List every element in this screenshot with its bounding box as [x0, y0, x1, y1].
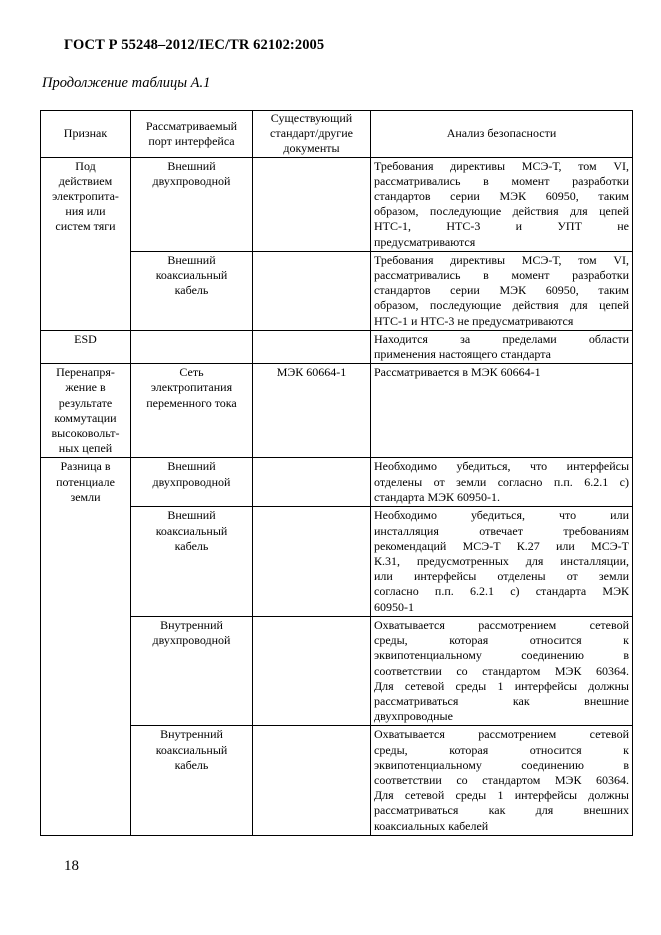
standard-cell [253, 251, 371, 330]
table-row [41, 458, 633, 507]
feature-cell: Перенапря- жение в результате коммутации высоковольт- ных цепей [41, 364, 131, 458]
analysis-cell: Рассматривается в МЭК 60664-1 [371, 364, 633, 458]
feature-cell: ESD [41, 330, 131, 363]
document-header: ГОСТ Р 55248–2012/IEC/TR 62102:2005 [64, 37, 325, 53]
safety-analysis-table [40, 110, 633, 836]
header-analysis: Анализ безопасности [371, 111, 633, 158]
page-number: 18 [64, 858, 79, 874]
analysis-cell: Охватывается рассмотрением сетевой среды, которая относится к эквипотенциальному соединению в соответствии со стандартом МЭК 60364. Для сетевой среды 1 интерфейсы должны рассматриваться как внешние двухпроводные [371, 616, 633, 725]
standard-cell [253, 507, 371, 616]
table-continuation-caption: Продолжение таблицы А.1 [42, 75, 211, 91]
table-header-row [41, 111, 633, 158]
header-port: Рассматриваемый порт интерфейса [131, 111, 253, 158]
port-cell: Внутренний коаксиальный кабель [131, 726, 253, 835]
analysis-cell: Требования директивы МСЭ-Т, том VI, рассматривались в момент разработки стандартов серии МЭК 60950, таким образом, последующие действия для цепей НТС-1, НТС-3 и УПТ не предусматриваются [371, 157, 633, 251]
table-row [41, 157, 633, 251]
port-cell: Внешний двухпроводной [131, 157, 253, 251]
standard-cell: МЭК 60664-1 [253, 364, 371, 458]
standard-cell [253, 330, 371, 363]
analysis-cell: Находится за пределами области применения настоящего стандарта [371, 330, 633, 363]
header-standard: Существующий стандарт/другие документы [253, 111, 371, 158]
port-cell: Внешний двухпроводной [131, 458, 253, 507]
port-cell: Внутренний двухпроводной [131, 616, 253, 725]
standard-cell [253, 458, 371, 507]
table-row [41, 364, 633, 458]
analysis-cell: Необходимо убедиться, что интерфейсы отделены от земли согласно п.п. 6.2.1 с) стандарта МЭК 60950-1. [371, 458, 633, 507]
standard-cell [253, 157, 371, 251]
analysis-cell: Необходимо убедиться, что или инсталляция отвечает требованиям рекомендаций МСЭ-Т К.27 или МСЭ-Т К.31, предусмотренных для инсталляции, или интерфейсы отделены от земли согласно п.п. 6.2.1 с) стандарта МЭК 60950-1 [371, 507, 633, 616]
analysis-cell: Требования директивы МСЭ-Т, том VI, рассматривались в момент разработки стандартов серии МЭК 60950, таким образом, последующие действия для цепей НТС-1 и НТС-3 не предусматриваются [371, 251, 633, 330]
port-cell: Внешний коаксиальный кабель [131, 251, 253, 330]
analysis-cell: Охватывается рассмотрением сетевой среды, которая относится к эквипотенциальному соединению в соответствии со стандартом МЭК 60364. Для сетевой среды 1 интерфейсы должны рассматриваться как для внешних коаксиальных кабелей [371, 726, 633, 835]
table-row [41, 330, 633, 363]
header-feature: Признак [41, 111, 131, 158]
port-cell [131, 330, 253, 363]
port-cell: Внешний коаксиальный кабель [131, 507, 253, 616]
feature-cell: Под действием электропита- ния или систем тяги [41, 157, 131, 330]
feature-cell: Разница в потенциале земли [41, 458, 131, 835]
standard-cell [253, 726, 371, 835]
standard-cell [253, 616, 371, 725]
port-cell: Сеть электропитания переменного тока [131, 364, 253, 458]
